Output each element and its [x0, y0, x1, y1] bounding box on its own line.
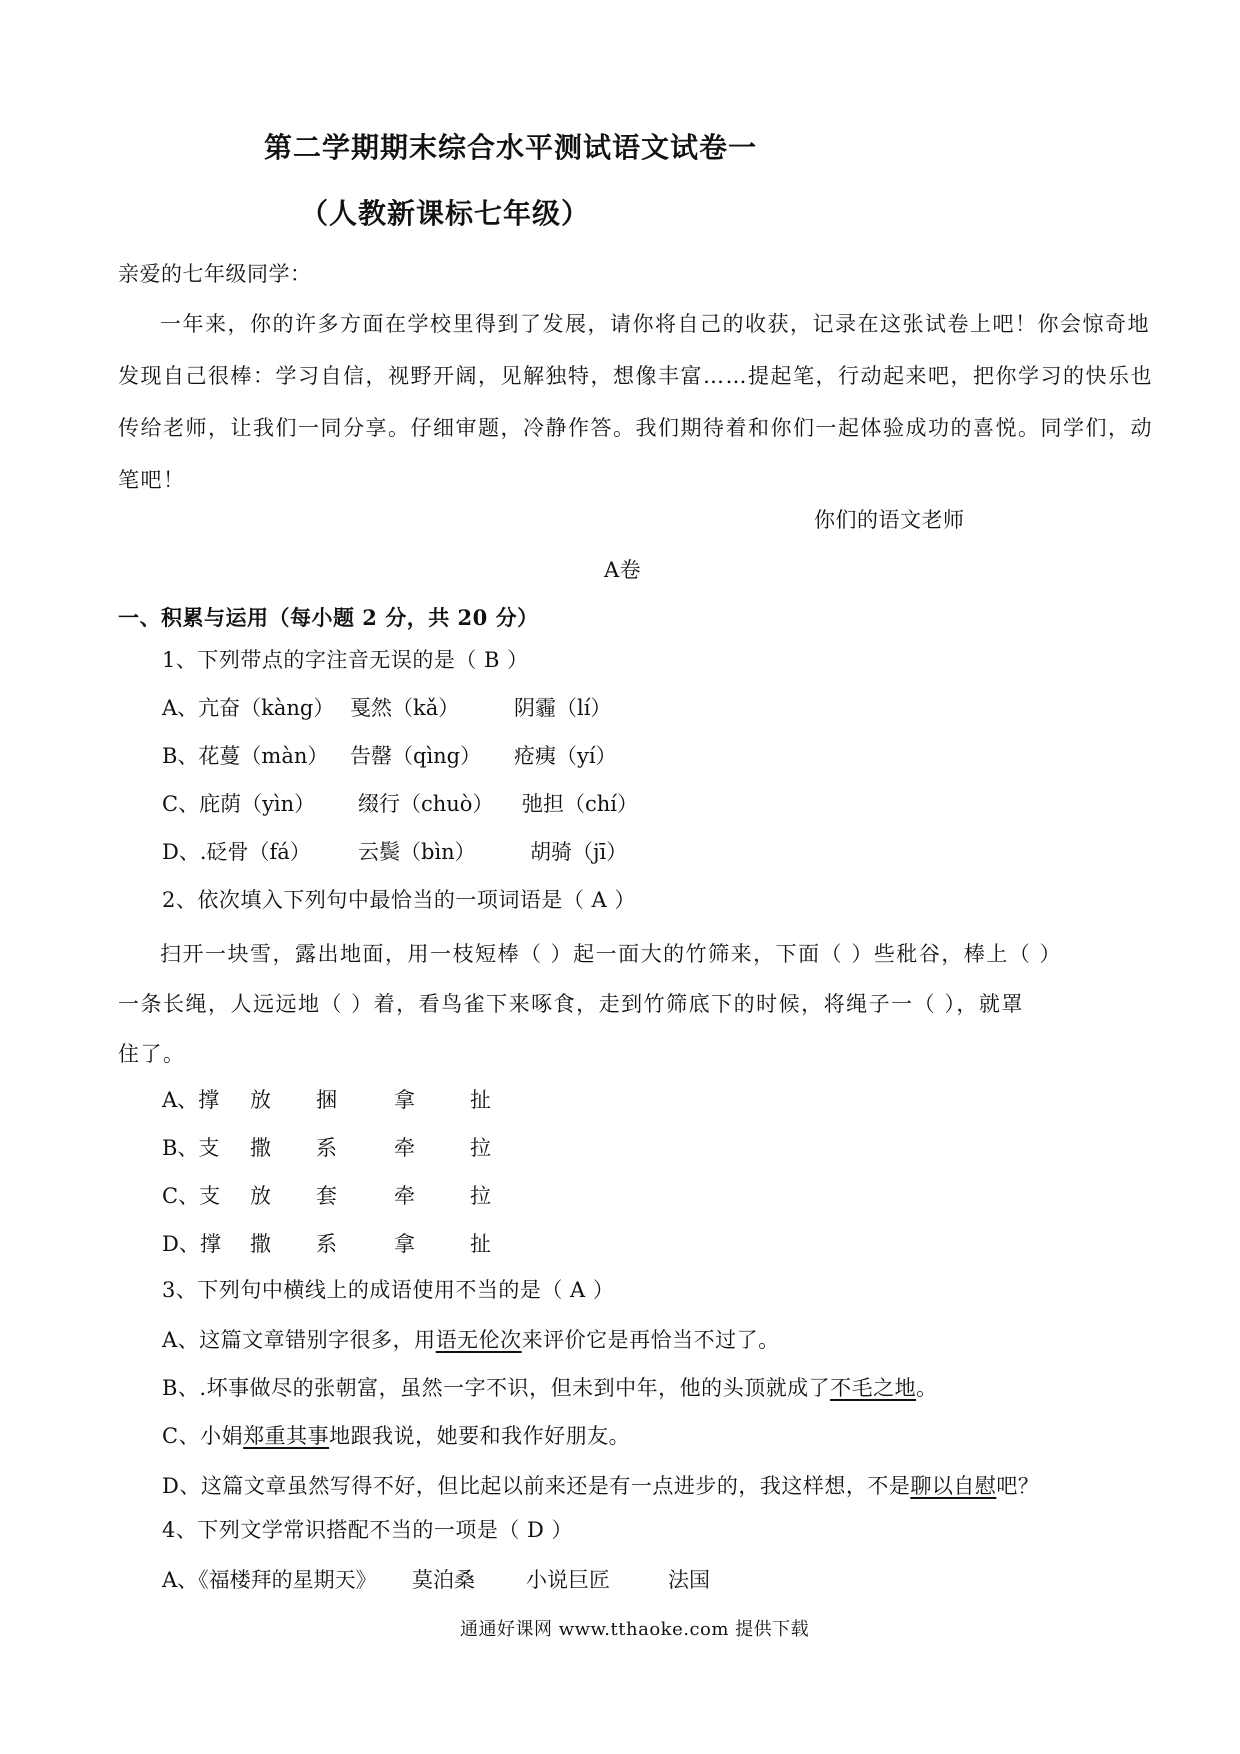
q1-option-d-2: 云鬓（bìn）	[358, 840, 476, 864]
q2-option-d-2: 撒	[250, 1232, 271, 1256]
q4-stem: 4、下列文学常识搭配不当的一项是（ D ）	[162, 1518, 574, 1542]
q1-option-a-2: 戛然（kǎ）	[350, 696, 460, 720]
q1-option-d-1: D、.砭骨（fá）	[162, 840, 311, 864]
idiom-underline: 郑重其事	[243, 1424, 330, 1448]
q1-option-b-3: 疮痍（yí）	[514, 744, 617, 768]
q1-option-d-3: 胡骑（jī）	[530, 840, 628, 864]
q2-option-a-2: 放	[250, 1088, 271, 1112]
section-label: A卷	[604, 558, 642, 582]
q2-option-d-5: 扯	[470, 1232, 491, 1256]
q3-option-a: A、这篇文章错别字很多，用语无伦次来评价它是再恰当不过了。	[162, 1328, 780, 1352]
q4-option-a-title: 小说巨匠	[526, 1568, 610, 1592]
q2-option-a-4: 拿	[394, 1088, 415, 1112]
part1-heading: 一、积累与运用（每小题 2 分，共 20 分）	[118, 605, 539, 630]
q2-option-b-4: 牵	[394, 1136, 415, 1160]
q2-option-b-5: 拉	[470, 1136, 491, 1160]
page-footer: 通通好课网 www.tthaoke.com 提供下载	[460, 1619, 810, 1640]
q3-option-b: B、.坏事做尽的张朝富，虽然一字不识，但未到中年，他的头顶就成了不毛之地。	[162, 1376, 938, 1400]
q2-option-b-1: B、支	[162, 1136, 220, 1160]
q2-stem: 2、依次填入下列句中最恰当的一项词语是（ A ）	[162, 888, 636, 912]
q1-option-a-1: A、亢奋（kàng）	[162, 696, 335, 720]
q2-option-d-1: D、撑	[162, 1232, 221, 1256]
q4-option-a-country: 法国	[668, 1568, 710, 1592]
intro-line: 传给老师，让我们一同分享。仔细审题，冷静作答。我们期待着和你们一起体验成功的喜悦。同学们，动	[118, 416, 1153, 440]
idiom-underline: 聊以自慰	[910, 1474, 997, 1498]
q1-option-b-2: 告罄（qìng）	[350, 744, 482, 768]
q1-stem: 1、下列带点的字注音无误的是（ B ）	[162, 648, 529, 672]
q2-option-a-3: 捆	[316, 1088, 337, 1112]
q2-option-b-3: 系	[316, 1136, 337, 1160]
q1-option-b-1: B、花蔓（màn）	[162, 744, 329, 768]
q1-option-c-2: 缀行（chuò）	[358, 792, 494, 816]
intro-line: 发现自己很棒：学习自信，视野开阔，见解独特，想像丰富……提起笔，行动起来吧，把你学习的快乐也	[118, 364, 1153, 388]
q1-option-c-3: 弛担（chí）	[522, 792, 639, 816]
greeting: 亲爱的七年级同学：	[118, 262, 312, 286]
exam-subtitle: （人教新课标七年级）	[300, 197, 591, 230]
q4-option-a-author: 莫泊桑	[412, 1568, 475, 1592]
q2-option-a-5: 扯	[470, 1088, 491, 1112]
exam-title: 第二学期期末综合水平测试语文试卷一	[264, 131, 758, 164]
idiom-underline: 不毛之地	[830, 1376, 917, 1400]
q2-option-d-3: 系	[316, 1232, 337, 1256]
q2-option-c-4: 牵	[394, 1184, 415, 1208]
signature: 你们的语文老师	[814, 508, 965, 532]
q3-option-d: D、这篇文章虽然写得不好，但比起以前来还是有一点进步的，我这样想，不是聊以自慰吧？	[162, 1474, 1040, 1498]
q2-option-c-3: 套	[316, 1184, 337, 1208]
q2-option-c-5: 拉	[470, 1184, 491, 1208]
intro-line: 一年来，你的许多方面在学校里得到了发展，请你将自己的收获，记录在这张试卷上吧！你会惊奇地	[160, 312, 1150, 336]
q2-option-c-1: C、支	[162, 1184, 221, 1208]
q2-option-b-2: 撒	[250, 1136, 271, 1160]
q1-option-a-3: 阴霾（lí）	[514, 696, 612, 720]
q1-option-c-1: C、庇荫（yìn）	[162, 792, 316, 816]
q3-option-c: C、小娟郑重其事地跟我说，她要和我作好朋友。	[162, 1424, 631, 1448]
q2-passage-line: 一条长绳，人远远地（ ）着，看鸟雀下来啄食，走到竹筛底下的时候，将绳子一（ ），就罩	[118, 992, 1024, 1016]
q2-option-c-2: 放	[250, 1184, 271, 1208]
q2-option-a-1: A、撑	[162, 1088, 220, 1112]
q2-passage-line: 扫开一块雪，露出地面，用一枝短棒（ ）起一面大的竹筛来，下面（ ）些秕谷，棒上（ ）	[160, 942, 1063, 966]
idiom-underline: 语无伦次	[435, 1328, 522, 1352]
q2-passage-line: 住了。	[118, 1042, 186, 1066]
intro-line: 笔吧！	[118, 468, 186, 492]
q2-option-d-4: 拿	[394, 1232, 415, 1256]
q3-stem: 3、下列句中横线上的成语使用不当的是（ A ）	[162, 1278, 615, 1302]
q4-option-a-work: A、《福楼拜的星期天》	[162, 1568, 377, 1592]
